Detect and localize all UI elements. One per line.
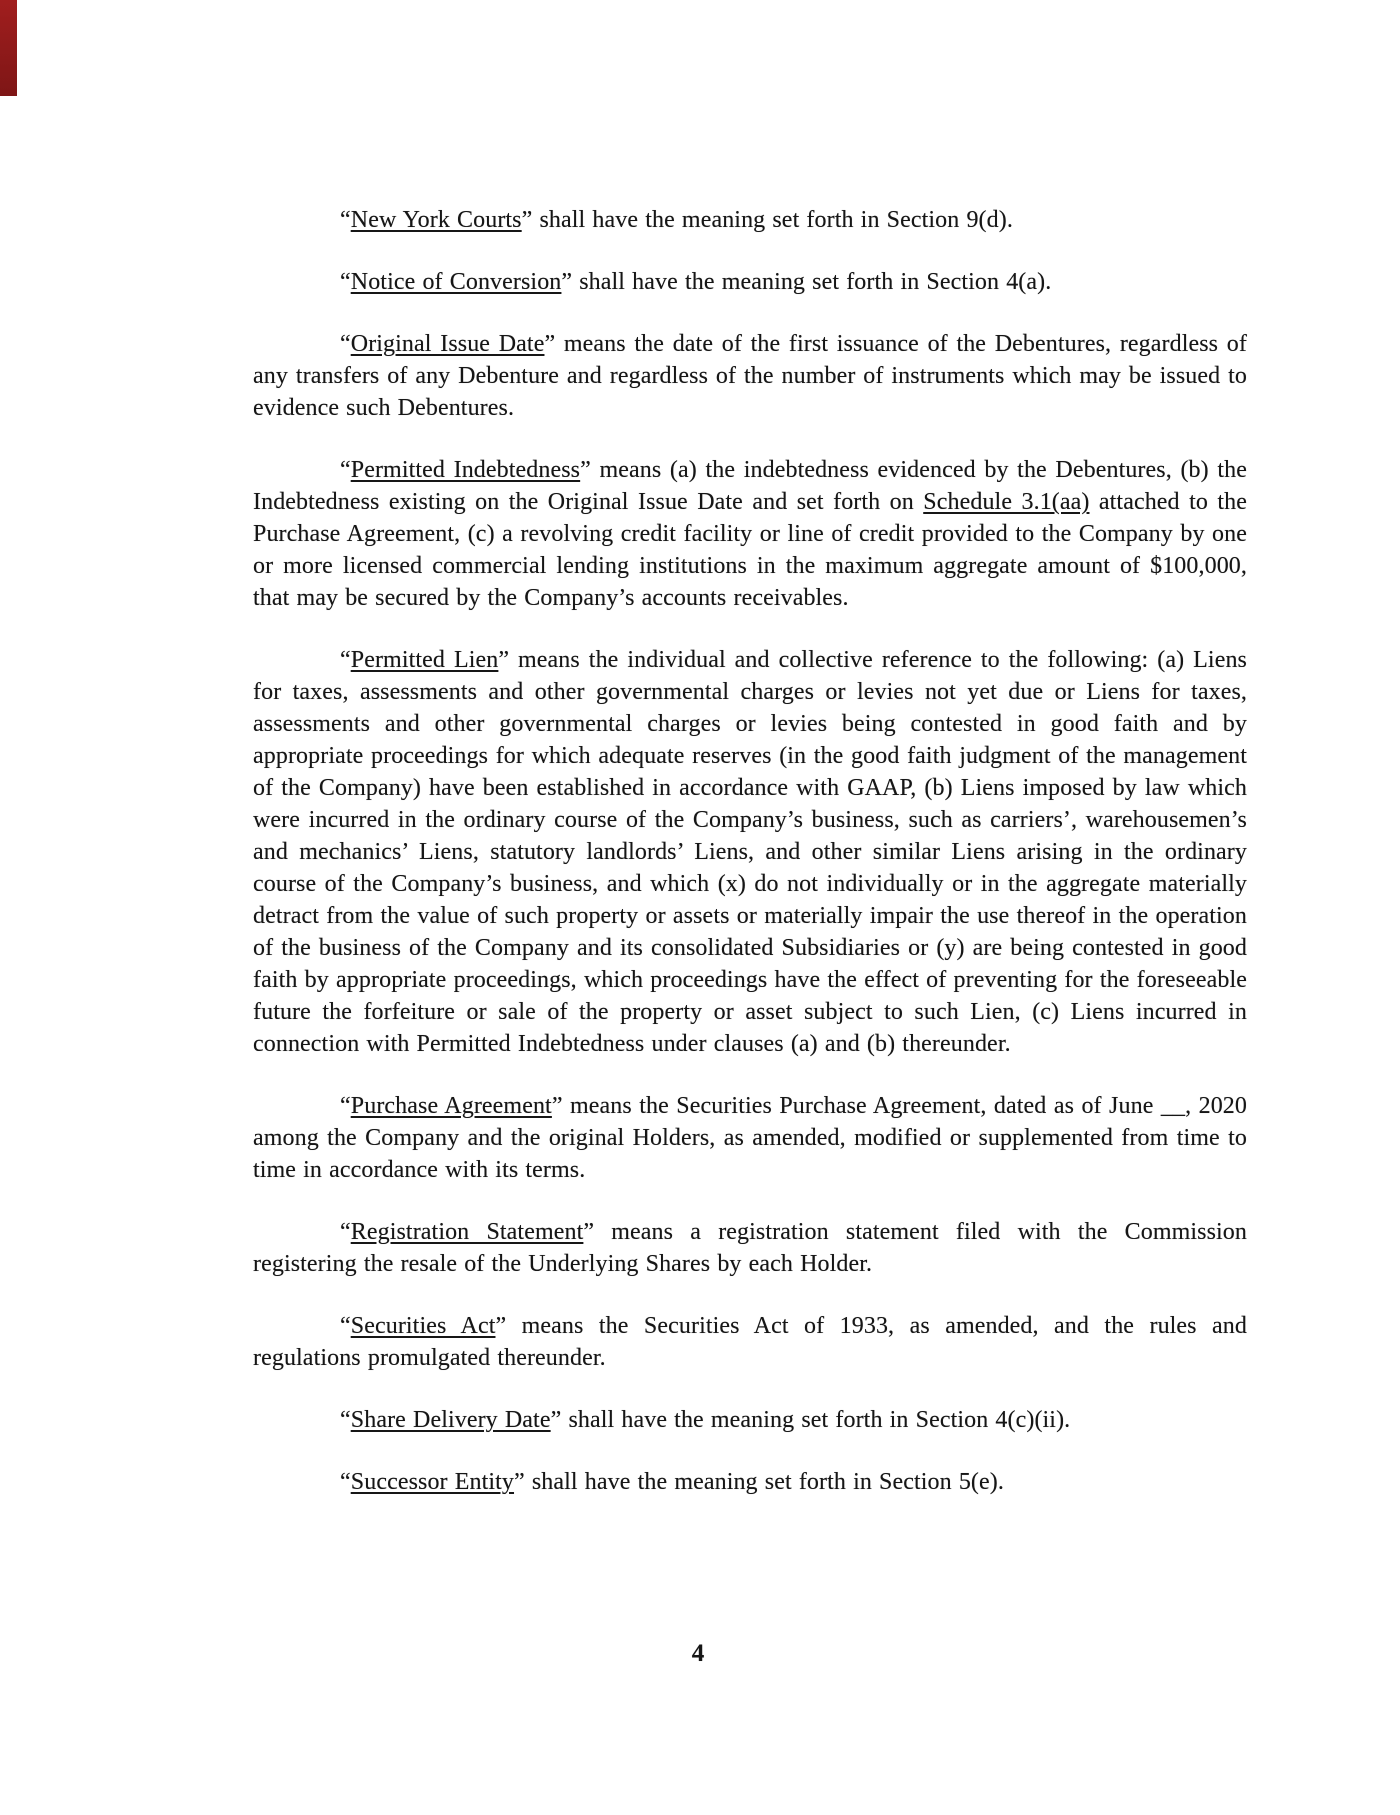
paragraph-text: “	[340, 647, 351, 673]
definitions-text-block	[253, 204, 1247, 1528]
paragraph-text: ” means a registration statement filed with the Commission registering the resale of the Underlying Shares by each Holder.	[253, 1219, 1247, 1277]
defined-term: Successor Entity	[350, 1469, 515, 1495]
definition-paragraph	[253, 1310, 1247, 1374]
defined-term: Permitted Lien	[350, 647, 499, 673]
paragraph-text: ” means (a) the indebtedness evidenced by the Debentures, (b) the Indebtedness existing on the Original Issue Date and set forth on	[253, 457, 1247, 515]
paragraph-text: “	[340, 1407, 351, 1433]
definition-paragraph	[253, 1466, 1247, 1498]
paragraph-text: ” means the individual and collective reference to the following: (a) Liens for taxes, assessments and other governmental charges or levies not yet due or Liens for taxes, assessments and other governmental charges or levies being contested in good faith and by appropriate proceedings for which adequate reserves (in the good faith judgment of the management of the Company) have been established in accordance with GAAP, (b) Liens imposed by law which were incurred in the ordinary course of the Company’s business, such as carriers’, warehousemen’s and mechanics’ Liens, statutory landlords’ Liens, and other similar Liens arising in the ordinary course of the Company’s business, and which (x) do not individually or in the aggregate materially detract from the value of such property or assets or materially impair the use thereof in the operation of the business of the Company and its consolidated Subsidiaries or (y) are being contested in good faith by appropriate proceedings, which proceedings have the effect of preventing for the foreseeable future the forfeiture or sale of the property or asset subject to such Lien, (c) Liens incurred in connection with Permitted Indebtedness under clauses (a) and (b) thereunder.	[253, 647, 1247, 1057]
paragraph-text: “	[340, 331, 351, 357]
defined-term: Permitted Indebtedness	[350, 457, 581, 483]
definition-paragraph	[253, 1404, 1247, 1436]
paragraph-text: ” shall have the meaning set forth in Section 5(e).	[514, 1469, 1004, 1495]
paragraph-text: ” means the date of the first issuance of the Debentures, regardless of any transfers of any Debenture and regardless of the number of instruments which may be issued to evidence such Debentures.	[253, 331, 1247, 421]
paragraph-text: “	[340, 269, 351, 295]
scan-artifact-red-mark	[0, 0, 17, 96]
defined-term: New York Courts	[350, 207, 522, 233]
definition-paragraph	[253, 266, 1247, 298]
defined-term: Securities Act	[350, 1313, 496, 1339]
defined-term: Purchase Agreement	[350, 1093, 552, 1119]
paragraph-text: “	[340, 1093, 351, 1119]
defined-term: Notice of Conversion	[350, 269, 562, 295]
paragraph-text: ” means the Securities Act of 1933, as amended, and the rules and regulations promulgated thereunder.	[253, 1313, 1248, 1371]
paragraph-text: ” shall have the meaning set forth in Section 4(a).	[561, 269, 1052, 295]
paragraph-text: “	[340, 1313, 351, 1339]
definition-paragraph	[253, 1090, 1247, 1186]
paragraph-text: ” means the Securities Purchase Agreement, dated as of June __, 2020 among the Company and the original Holders, as amended, modified or supplemented from time to time in accordance with its terms.	[253, 1093, 1247, 1183]
defined-term: Registration Statement	[350, 1219, 584, 1245]
paragraph-text: “	[340, 207, 351, 233]
paragraph-text: “	[340, 1219, 351, 1245]
defined-term: Original Issue Date	[350, 331, 545, 357]
paragraph-text: “	[340, 457, 351, 483]
defined-term: Schedule 3.1(aa)	[923, 489, 1090, 515]
definition-paragraph	[253, 204, 1247, 236]
defined-term: Share Delivery Date	[350, 1407, 551, 1433]
paragraph-text: ” shall have the meaning set forth in Section 4(c)(ii).	[550, 1407, 1071, 1433]
definition-paragraph	[253, 454, 1247, 614]
definition-paragraph	[253, 328, 1247, 424]
definition-paragraph	[253, 644, 1247, 1060]
paragraph-text: “	[340, 1469, 351, 1495]
page-number: 4	[691, 1640, 705, 1667]
paragraph-text: attached to the Purchase Agreement, (c) a revolving credit facility or line of credit provided to the Company by one or more licensed commercial lending institutions in the maximum aggregate amount of $100,000, that may be secured by the Company’s accounts receivables.	[253, 489, 1247, 611]
paragraph-text: ” shall have the meaning set forth in Section 9(d).	[521, 207, 1013, 233]
definition-paragraph	[253, 1216, 1247, 1280]
